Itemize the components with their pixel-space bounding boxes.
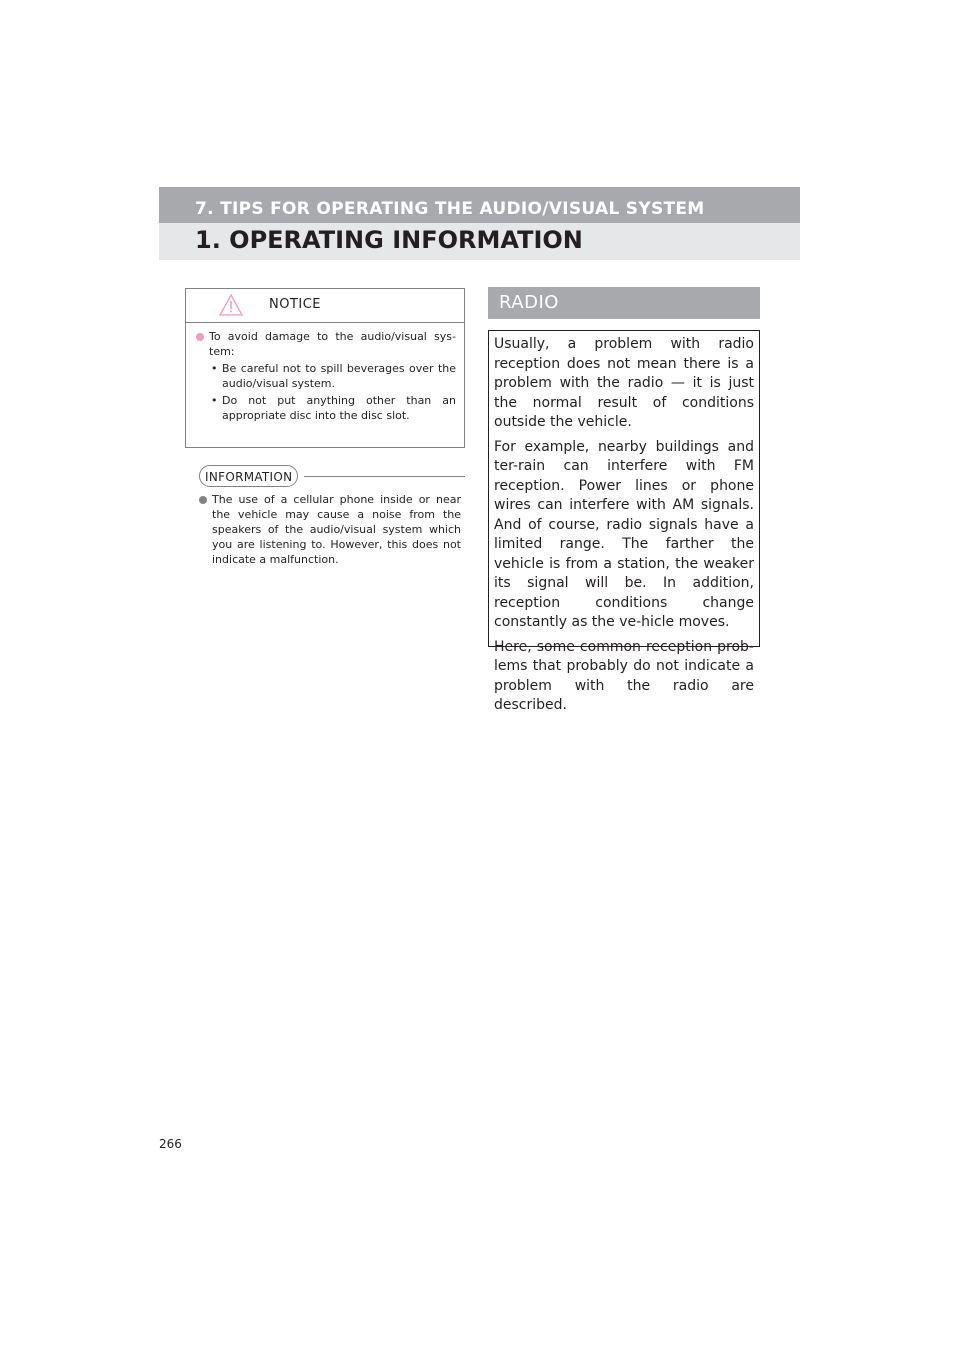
bullet-dot-icon: [196, 333, 204, 341]
information-rule: [304, 476, 465, 477]
page-number: 266: [159, 1137, 182, 1151]
radio-content-box: [488, 330, 760, 713]
radio-paragraph: Here, some common reception prob-lems that probably do not indicate a problem with the radio are described.: [494, 638, 754, 713]
radio-paragraph: For example, nearby buildings and ter-rain can interfere with FM reception. Power lines or phone wires can interfere with AM signals. And of course, radio signals have a limited range. The farther the vehicle is from a station, the weaker its signal will be. In addition, reception conditions change constantly as the ve-hicle moves.: [494, 438, 754, 630]
notice-sub-item: [196, 361, 456, 391]
radio-paragraph: Usually, a problem with radio reception does not mean there is a problem with the radio — it is just the normal result of conditions outside the vehicle.: [494, 336, 754, 430]
information-bullet-item: [199, 492, 461, 567]
notice-body: [186, 323, 464, 423]
radio-header: [488, 287, 760, 319]
notice-bullet-text: To avoid damage to the audio/visual sys-tem:: [209, 330, 456, 358]
notice-label: NOTICE: [269, 297, 322, 312]
section-title: 7. TIPS FOR OPERATING THE AUDIO/VISUAL SYSTEM: [195, 199, 705, 219]
sub-bullet: •: [211, 394, 218, 407]
information-label: INFORMATION: [199, 465, 298, 487]
warning-triangle-icon: [219, 294, 243, 316]
notice-sub-item-text: Be careful not to spill beverages over the audio/visual system.: [222, 362, 456, 390]
radio-title: RADIO: [499, 292, 559, 313]
information-bullet-text: The use of a cellular phone inside or near the vehicle may cause a noise from the speakers of the audio/visual system which you are listening to. However, this does not indicate a malfunction.: [212, 493, 461, 566]
information-body: [199, 492, 461, 567]
notice-bullet-item: [196, 329, 456, 359]
notice-header: [186, 289, 464, 323]
notice-box: [185, 288, 465, 448]
bullet-dot-icon: [199, 496, 207, 504]
notice-sub-item-text: Do not put anything other than an appropriate disc into the disc slot.: [222, 394, 456, 422]
page-title: 1. OPERATING INFORMATION: [195, 226, 583, 254]
notice-sub-item: [196, 393, 456, 423]
sub-bullet: •: [211, 362, 218, 375]
